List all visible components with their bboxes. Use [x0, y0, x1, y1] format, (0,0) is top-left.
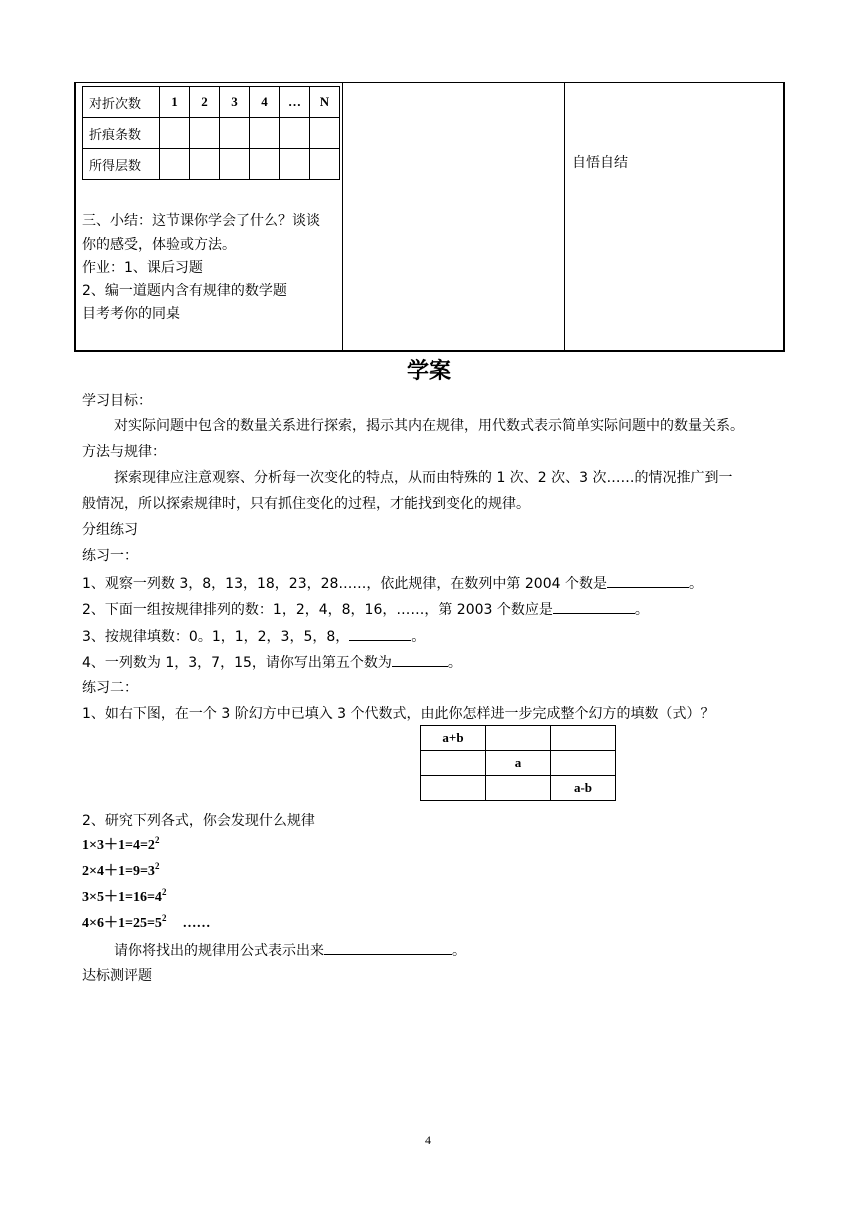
- magic-cell: [486, 776, 551, 801]
- table-row: [421, 776, 616, 801]
- table-row: [421, 726, 616, 751]
- magic-cell: [421, 751, 486, 776]
- homework-line: 目考考你的同桌: [82, 306, 180, 322]
- table-cell: [220, 149, 250, 180]
- table-row: [421, 751, 616, 776]
- table-cell: [280, 118, 310, 149]
- exercise-1-question-3: 3、按规律填数：0。1，1，2，3，5，8， 。: [82, 626, 425, 647]
- self-reflection-label: 自悟自结: [572, 155, 628, 171]
- table-cell: [250, 118, 280, 149]
- magic-square: [420, 725, 616, 801]
- table-cell: [310, 118, 340, 149]
- answer-blank[interactable]: [553, 599, 635, 614]
- table-header-cell: 2: [190, 87, 220, 118]
- answer-blank[interactable]: [324, 940, 452, 955]
- magic-cell: a+b: [421, 726, 486, 751]
- formula-prompt: 请你将找出的规律用公式表示出来 。: [114, 940, 466, 961]
- group-practice-heading: 分组练习: [82, 522, 138, 538]
- goals-label: 学习目标：: [82, 393, 152, 409]
- exercise-2-question-2: 2、研究下列各式，你会发现什么规律: [82, 813, 315, 829]
- homework-line: 作业：1、课后习题: [82, 260, 203, 276]
- table-cell: [220, 118, 250, 149]
- method-label: 方法与规律：: [82, 444, 166, 460]
- table-header-cell: 1: [160, 87, 190, 118]
- answer-blank[interactable]: [392, 652, 448, 667]
- table-cell: [310, 149, 340, 180]
- magic-cell: [421, 776, 486, 801]
- homework-line: 2、编一道题内含有规律的数学题: [82, 283, 287, 299]
- equation: $1\times 3+1=4=2^2$: [82, 835, 160, 853]
- table-header-cell: 4: [250, 87, 280, 118]
- magic-cell: [551, 751, 616, 776]
- method-text: 般情况，所以探索规律时，只有抓住变化的过程，才能找到变化的规律。: [82, 496, 530, 512]
- answer-blank[interactable]: [349, 626, 411, 641]
- table-header-cell: …: [280, 87, 310, 118]
- table-header-cell: 3: [220, 87, 250, 118]
- magic-cell: [551, 726, 616, 751]
- folding-table: [82, 86, 340, 180]
- table-cell: [280, 149, 310, 180]
- table-row: [83, 87, 340, 118]
- page-title: 学案: [407, 359, 452, 384]
- exercise-2-question-1: 1、如右下图，在一个 3 阶幻方中已填入 3 个代数式，由此你怎样进一步完成整个幻方的填数（式）？: [82, 706, 715, 722]
- table-cell: [250, 149, 280, 180]
- page-number: 4: [425, 1133, 431, 1147]
- table-cell: [190, 118, 220, 149]
- method-text: 探索现律应注意观察、分析每一次变化的特点，从而由特殊的 1 次、2 次、3 次……的情况推广到一: [114, 470, 733, 486]
- table-row-label: 折痕条数: [83, 118, 160, 149]
- exercise-1-question-4: 4、一列数为 1，3，7，15，请你写出第五个数为 。: [82, 652, 462, 673]
- column-divider-2: [564, 82, 565, 352]
- column-divider-1: [342, 82, 343, 352]
- summary-line: 三、小结：这节课你学会了什么？谈谈: [82, 213, 320, 229]
- goals-text: 对实际问题中包含的数量关系进行探索，揭示其内在规律，用代数式表示简单实际问题中的数量关系。: [114, 418, 744, 434]
- magic-cell: a: [486, 751, 551, 776]
- test-heading: 达标测评题: [82, 968, 152, 984]
- magic-cell: [486, 726, 551, 751]
- table-header-cell: 对折次数: [83, 87, 160, 118]
- exercise-2-heading: 练习二：: [82, 680, 138, 696]
- answer-blank[interactable]: [607, 573, 689, 588]
- summary-line: 你的感受，体验或方法。: [82, 237, 236, 253]
- table-cell: [160, 118, 190, 149]
- exercise-1-question-1: 1、观察一列数 3，8，13，18，23，28……，依此规律，在数列中第 2004 个数是 。: [82, 573, 703, 594]
- table-row: [83, 149, 340, 180]
- exercise-1-question-2: 2、下面一组按规律排列的数：1，2，4，8，16，……，第 2003 个数应是 。: [82, 599, 649, 620]
- table-cell: [160, 149, 190, 180]
- magic-cell: a-b: [551, 776, 616, 801]
- table-header-cell: N: [310, 87, 340, 118]
- equation: $4\times 6+1=25=5^2$ ……: [82, 913, 211, 931]
- exercise-1-heading: 练习一：: [82, 548, 138, 564]
- equation: $3\times 5+1=16=4^2$: [82, 887, 167, 905]
- table-cell: [190, 149, 220, 180]
- table-row-label: 所得层数: [83, 149, 160, 180]
- table-row: [83, 118, 340, 149]
- equation: $2\times 4+1=9=3^2$: [82, 861, 160, 879]
